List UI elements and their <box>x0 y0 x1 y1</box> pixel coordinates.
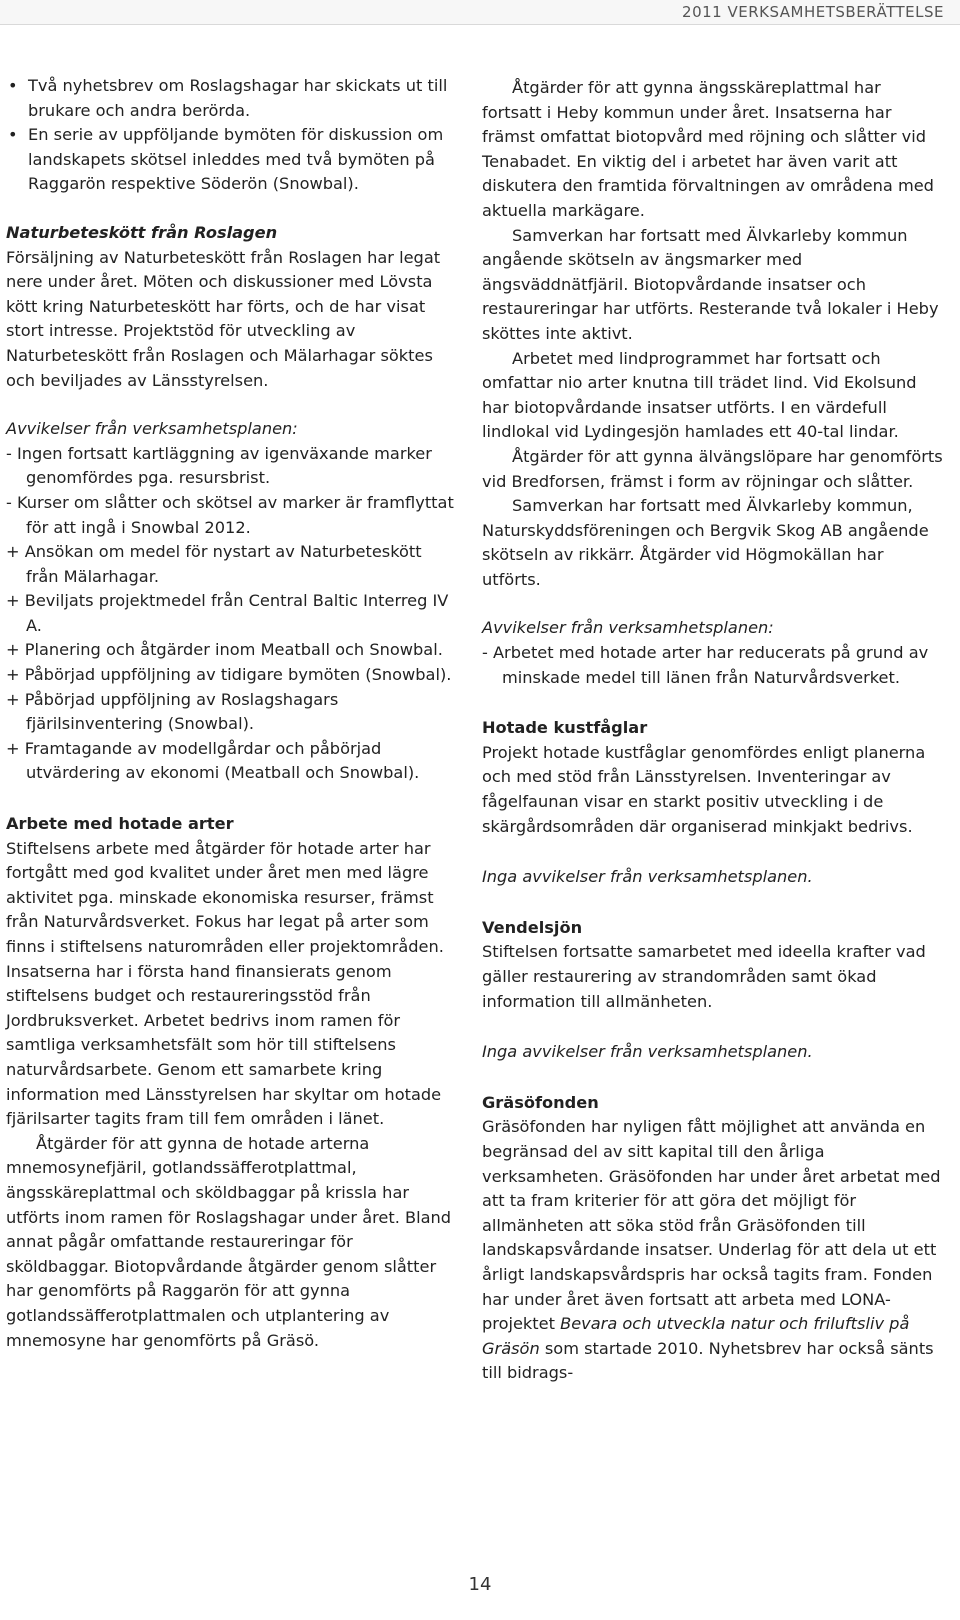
section-heading-kustfaglar: Hotade kustfåglar <box>482 718 648 738</box>
deviation-item: + Framtagande av modellgårdar och påbörjad utvärdering av ekonomi (Meatball och Snowbal). <box>6 738 420 783</box>
paragraph-vendelsjon: Stiftelsen fortsatte samarbetet med ideella krafter vad gäller restaurering av strandområden samt ökad information till allmänheten. <box>482 942 926 1011</box>
section-heading-hotade-arter: Arbete med hotade arter <box>6 814 234 834</box>
project-title: Bevara och utveckla natur och friluftsliv på Gräsön <box>482 1314 910 1358</box>
grasofonden-text-end: som startade 2010. Nyhetsbrev har också sänts till bidrags- <box>482 1338 934 1383</box>
page-number: 14 <box>468 1574 492 1595</box>
deviations-title: Avvikelser från verksamhetsplanen: <box>6 419 298 439</box>
bullet-list <box>6 74 456 197</box>
header-title: 2011 VERKSAMHETSBERÄTTELSE <box>682 3 944 21</box>
paragraph-kustfaglar: Projekt hotade kustfåglar genomfördes enligt planerna och med stöd från Länsstyrelsen. Inventeringar av fågelfaunan visar en starkt positiv utveckling i de skärgårdsområden där organiserad minkjakt bedrivs. <box>482 742 926 836</box>
deviation-item: - Kurser om slåtter och skötsel av marker är framflyttat för att ingå i Snowbal 2012. <box>6 492 454 537</box>
deviation-item: - Arbetet med hotade arter har reducerats på grund av minskade medel till länen från Naturvårdsverket. <box>482 643 929 687</box>
paragraph: Samverkan har fortsatt med Älvkarleby kommun angående skötseln av ängsmarker med ängsväddnätfjäril. Biotopvårdande insatser och restaureringar har utförts. Resterande två lokaler i Heby sköttes inte aktivt. <box>482 225 939 343</box>
section-heading-vendelsjon: Vendelsjön <box>482 917 583 937</box>
deviation-item: + Ansökan om medel för nystart av Naturbeteskött från Mälarhagar. <box>6 542 422 586</box>
deviation-item: + Påbörjad uppföljning av tidigare bymöten (Snowbal). <box>6 665 452 685</box>
no-deviations-note: Inga avvikelser från verksamhetsplanen. <box>482 1042 813 1062</box>
grasofonden-text-start: Gräsöfonden har nyligen fått möjlighet att använda en begränsad del av sitt kapital till den årliga verksamheten. Gräsöfonden har under året arbetat med att ta fram kriterier för att göra det möjligt för allmänheten att söka stöd från Gräsöfonden till landskapsvårdande insatser. Underlag för att dela ut ett årligt landskapsvårdspris har också tagits fram. Fonden har under året även fortsatt att arbeta med LONA-projektet <box>482 1117 941 1334</box>
deviation-item: + Planering och åtgärder inom Meatball och Snowbal. <box>6 640 443 660</box>
deviations-title: Avvikelser från verksamhetsplanen: <box>482 618 774 638</box>
section-heading-naturbeteskott: Naturbeteskött från Roslagen <box>6 222 278 242</box>
bullet-item: • Två nyhetsbrev om Roslagshagar har skickats ut till brukare och andra berörda. <box>6 74 456 123</box>
paragraph-grasofonden <box>482 1115 944 1386</box>
paragraph: Samverkan har fortsatt med Älvkarleby kommun, Naturskyddsföreningen och Bergvik Skog AB angående skötseln av rikkärr. Åtgärder vid Högmokällan har utförts. <box>482 496 929 589</box>
deviation-item: + Påbörjad uppföljning av Roslagshagars fjärilsinventering (Snowbal). <box>6 689 339 734</box>
page-header <box>0 0 960 25</box>
paragraph-hotade-arter-2: Åtgärder för att gynna de hotade arterna mnemosynefjäril, gotlandssäfferotplattmal, ängsskäreplattmal och sköldbaggar på krissla har utförts inom ramen för Roslagshagar under året. Bland annat pågår omfattande restaureringar för sköldbaggar. Biotopvårdande åtgärder genom slåtter har genomförts på Raggarön för att gynna gotlandssäfferotplattmalen och utplantering av mnemosyne har genomförts på Gräsö. <box>6 1133 452 1350</box>
left-column <box>6 74 456 1353</box>
paragraph-hotade-arter-1: Stiftelsens arbete med åtgärder för hotade arter har fortgått med god kvalitet under året men med lägre aktivitet pga. minskade ekonomiska resurser, främst från Naturvårdsverket. Fokus har legat på arter som finns i stiftelsens naturområden eller projektområden. Insatserna har i första hand finansierats genom stiftelsens budget och restaureringsstöd från Jordbruksverket. Arbetet bedrivs inom ramen för samtliga verksamhetsfält som hör till stiftelsens naturvårdsarbete. Genom ett samarbete kring information med Länsstyrelsen har skyltar om hotade fjärilsarter tagits fram till fem områden i länet. <box>6 838 444 1129</box>
deviation-item: - Ingen fortsatt kartläggning av igenväxande marker genomfördes pga. resursbrist. <box>6 443 432 488</box>
no-deviations-note: Inga avvikelser från verksamhetsplanen. <box>482 867 813 887</box>
bullet-item: • En serie av uppföljande bymöten för diskussion om landskapets skötsel inleddes med två bymöten på Raggarön respektive Söderön (Snowbal). <box>6 123 456 197</box>
paragraph: Åtgärder för att gynna älvängslöpare har genomförts vid Bredforsen, främst i form av röjningar och slåtter. <box>482 446 943 491</box>
paragraph: Åtgärder för att gynna ängsskäreplattmal har fortsatt i Heby kommun under året. Insatserna har främst omfattat biotopvård med röjning och slåtter vid Tenabadet. En viktig del i arbetet har även varit att diskutera den framtida förvaltningen av områdena med aktuella markägare. <box>482 78 934 220</box>
paragraph: Arbetet med lindprogrammet har fortsatt och omfattar nio arter knutna till trädet lind. Vid Ekolsund har biotopvårdande insatser utförts. I en värdefull lindlokal vid Lydingesjön hamlades ett 40-tal lindar. <box>482 348 917 442</box>
section-heading-grasofonden: Gräsöfonden <box>482 1092 599 1112</box>
right-column <box>482 76 944 1386</box>
deviation-item: + Beviljats projektmedel från Central Baltic Interreg IV A. <box>6 591 449 635</box>
paragraph-naturbeteskott: Försäljning av Naturbeteskött från Roslagen har legat nere under året. Möten och diskussioner med Lövsta kött kring Naturbeteskött har förts, och de har visat stort intresse. Projektstöd för utveckling av Naturbeteskött från Roslagen och Mälarhagar söktes och beviljades av Länsstyrelsen. <box>6 247 441 390</box>
